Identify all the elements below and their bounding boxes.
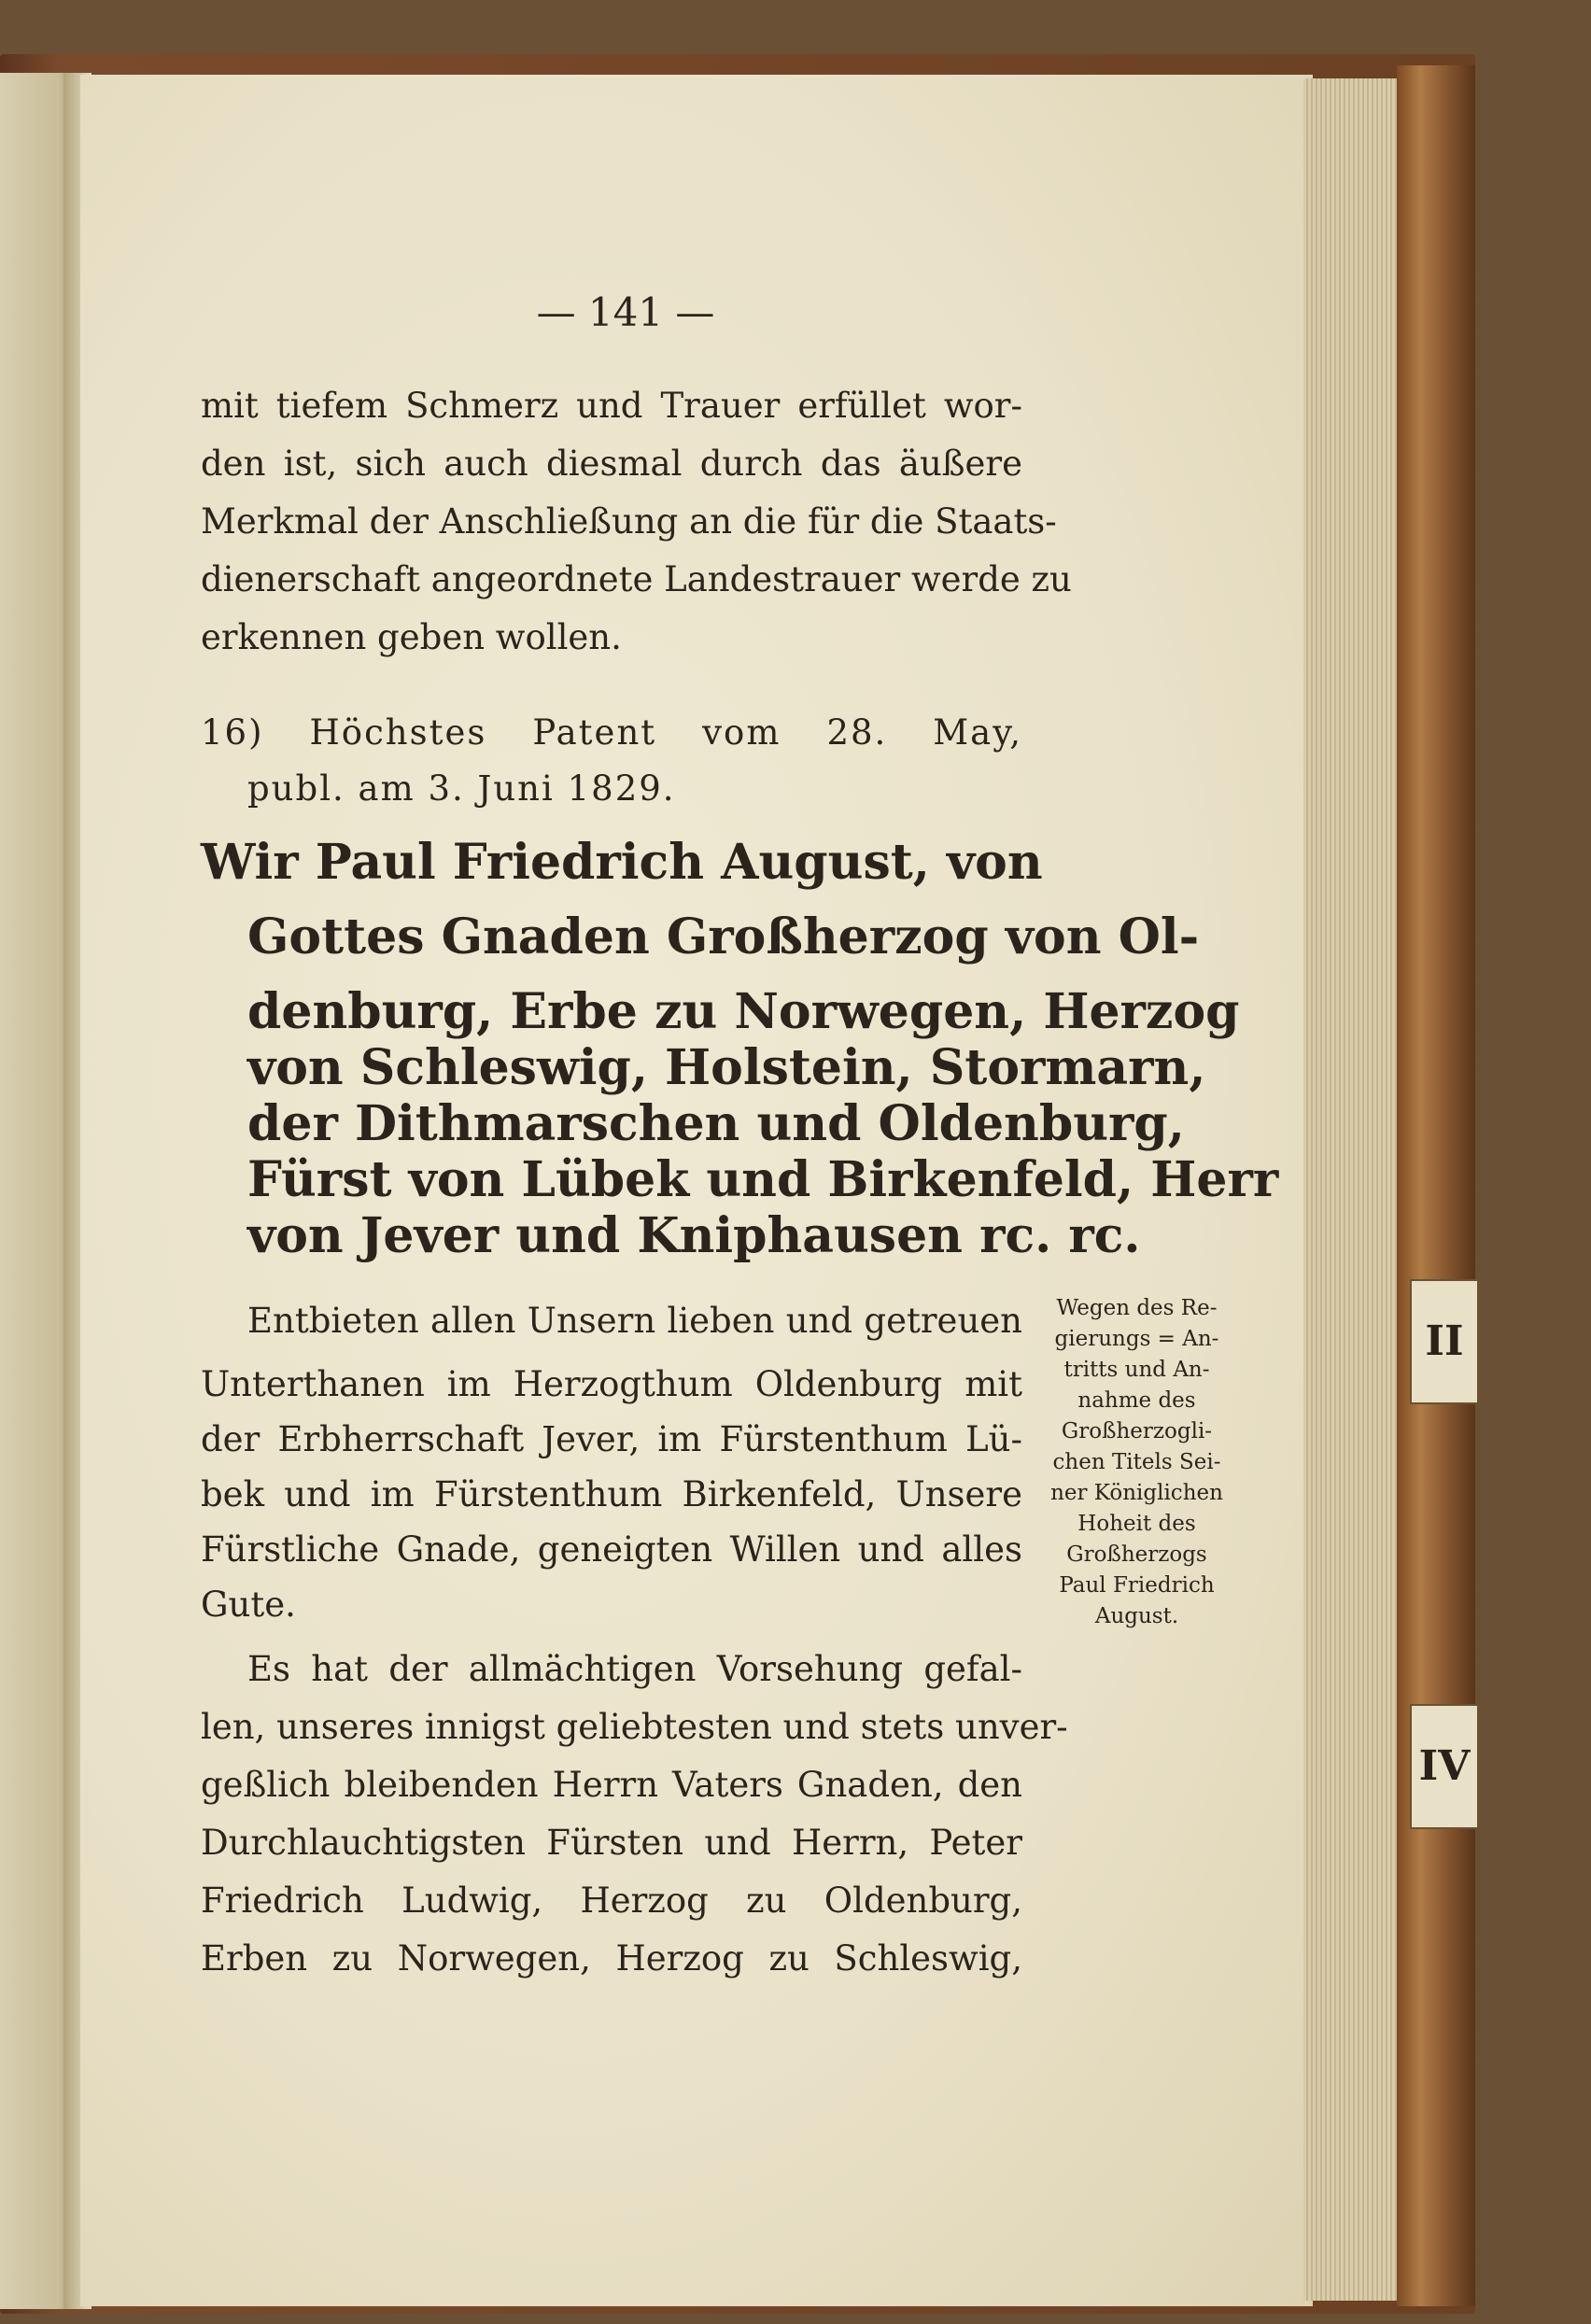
paragraph1-line: den ist, sich auch diesmal durch das äußere bbox=[201, 444, 1022, 484]
margin-note-line: nahme des bbox=[1077, 1388, 1196, 1413]
paragraph1-line: Merkmal der Anschließung an die für die Staats- bbox=[201, 501, 1057, 542]
patent-caption-line: publ. am 3. Juni 1829. bbox=[247, 768, 676, 809]
margin-note-line: Wegen des Re- bbox=[1056, 1296, 1218, 1320]
margin-note-line: ner Königlichen bbox=[1050, 1481, 1223, 1505]
book-board-edge bbox=[1397, 65, 1475, 2306]
paragraph1-line: mit tiefem Schmerz und Trauer erfüllet wor- bbox=[201, 386, 1022, 426]
paragraph3-line: geßlich bleibenden Herrn Vaters Gnaden, den bbox=[201, 1765, 1022, 1805]
margin-note-line: gierungs = An- bbox=[1054, 1327, 1219, 1351]
paragraph2-line: der Erbherrschaft Jever, im Fürstenthum Lü- bbox=[201, 1419, 1022, 1459]
thumb-tab-ii: II bbox=[1410, 1279, 1479, 1404]
paragraph3-line: Friedrich Ludwig, Herzog zu Oldenburg, bbox=[201, 1880, 1022, 1921]
decree-heading-line: Gottes Gnaden Großherzog von Ol- bbox=[247, 908, 1200, 965]
paragraph2-line: Entbieten allen Unsern lieben und getreuen bbox=[247, 1301, 1022, 1341]
page-edges bbox=[1303, 78, 1397, 2301]
paragraph1-line: erkennen geben wollen. bbox=[201, 617, 622, 657]
paragraph2-line: bek und im Fürstenthum Birkenfeld, Unsere bbox=[201, 1474, 1022, 1514]
margin-note bbox=[1027, 1293, 1246, 1632]
decree-heading-line: Wir Paul Friedrich August, von bbox=[201, 834, 1043, 891]
decree-heading-line: der Dithmarschen und Oldenburg, bbox=[247, 1095, 1185, 1152]
decree-heading-line: von Schleswig, Holstein, Stormarn, bbox=[247, 1039, 1206, 1096]
patent-caption-line: 16) Höchstes Patent vom 28. May, bbox=[201, 712, 1022, 753]
paragraph2-line: Gute. bbox=[201, 1585, 296, 1625]
paragraph1-line: dienerschaft angeordnete Landestrauer werde zu bbox=[201, 559, 1072, 599]
thumb-tab-iv: IV bbox=[1410, 1704, 1479, 1829]
decree-heading-line: von Jever und Kniphausen rc. rc. bbox=[247, 1207, 1141, 1264]
margin-note-line: Hoheit des bbox=[1077, 1512, 1196, 1536]
margin-note-line: tritts und An- bbox=[1063, 1358, 1210, 1382]
paragraph3-line: Durchlauchtigsten Fürsten und Herrn, Peter bbox=[201, 1823, 1022, 1863]
decree-heading-line: denburg, Erbe zu Norwegen, Herzog bbox=[247, 983, 1240, 1040]
paragraph2-line: Fürstliche Gnade, geneigten Willen und alles bbox=[201, 1529, 1022, 1570]
margin-note-line: Paul Friedrich bbox=[1059, 1573, 1215, 1598]
paragraph3-line: Es hat der allmächtigen Vorsehung gefal- bbox=[247, 1649, 1022, 1689]
paragraph2-line: Unterthanen im Herzogthum Oldenburg mit bbox=[201, 1364, 1022, 1404]
paragraph3-line: Erben zu Norwegen, Herzog zu Schleswig, bbox=[201, 1938, 1022, 1979]
margin-note-line: August. bbox=[1094, 1604, 1179, 1628]
page-number: — 141 — bbox=[536, 289, 715, 335]
margin-note-line: Großherzogs bbox=[1066, 1542, 1207, 1567]
decree-heading-line: Fürst von Lübek und Birkenfeld, Herr bbox=[247, 1151, 1279, 1208]
margin-note-line: Großherzogli- bbox=[1061, 1419, 1213, 1444]
margin-note-line: chen Titels Sei- bbox=[1052, 1450, 1221, 1474]
paragraph3-line: len, unseres innigst geliebtesten und stets unver- bbox=[201, 1707, 1068, 1747]
